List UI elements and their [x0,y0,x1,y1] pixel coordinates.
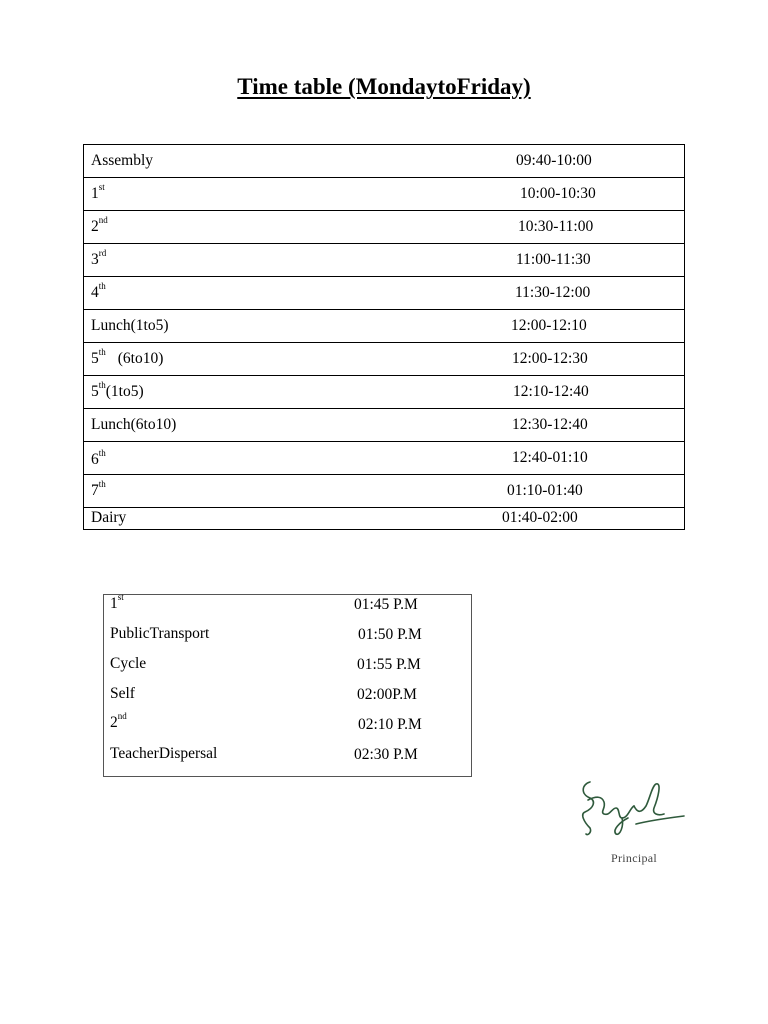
table-row [84,442,685,475]
period-time: 01:40-02:00 [502,509,578,526]
dispersal-time: 02:30 P.M [354,746,418,763]
table-row [84,244,685,277]
signature-caption: Principal [611,851,658,865]
period-time: 12:00-12:30 [512,350,588,367]
dispersal-time: 01:50 P.M [358,626,422,643]
period-label: Lunch(6to10) [91,416,177,433]
period-time: 12:10-12:40 [513,383,589,400]
table-row [84,376,685,409]
dispersal-label: PublicTransport [110,625,210,642]
dispersal-time: 01:55 P.M [357,656,421,673]
table-row [84,343,685,376]
dispersal-label: 1st [110,592,124,612]
period-label: 4th [91,281,106,301]
timetable [83,144,685,530]
table-row [84,409,685,442]
dispersal-label: Self [110,685,135,702]
period-label: Assembly [91,152,153,169]
table-row [84,178,685,211]
table-row [84,310,685,343]
period-time: 11:00-11:30 [516,251,591,268]
period-label: 6th [91,448,106,468]
dispersal-time: 01:45 P.M [354,596,418,613]
dispersal-schedule [103,594,472,777]
period-time: 12:30-12:40 [512,416,588,433]
dispersal-label: TeacherDispersal [110,745,218,762]
period-time: 09:40-10:00 [516,152,592,169]
period-time: 10:00-10:30 [520,185,596,202]
dispersal-label: Cycle [110,655,147,672]
page-title: Time table (MondaytoFriday) [237,74,531,99]
table-row [84,211,685,244]
period-label: 3rd [91,248,107,268]
period-label: Dairy [91,509,127,526]
dispersal-label: 2nd [110,711,127,731]
table-row [84,145,685,178]
period-time: 01:10-01:40 [507,482,583,499]
table-row [84,508,685,530]
table-row [84,277,685,310]
period-label: 5th (6to10) [91,347,164,367]
period-time: 12:40-01:10 [512,449,588,466]
dispersal-time: 02:00P.M [357,686,417,703]
dispersal-time: 02:10 P.M [358,716,422,733]
period-label: 2nd [91,215,108,235]
period-label: 5th(1to5) [91,380,144,400]
period-label: Lunch(1to5) [91,317,169,334]
period-time: 11:30-12:00 [515,284,591,301]
signature-strokes [583,782,684,835]
principal-signature [576,778,691,838]
period-label: 7th [91,479,106,499]
period-time: 12:00-12:10 [511,317,587,334]
table-row [84,475,685,508]
period-label: 1st [91,182,105,202]
period-time: 10:30-11:00 [518,218,594,235]
